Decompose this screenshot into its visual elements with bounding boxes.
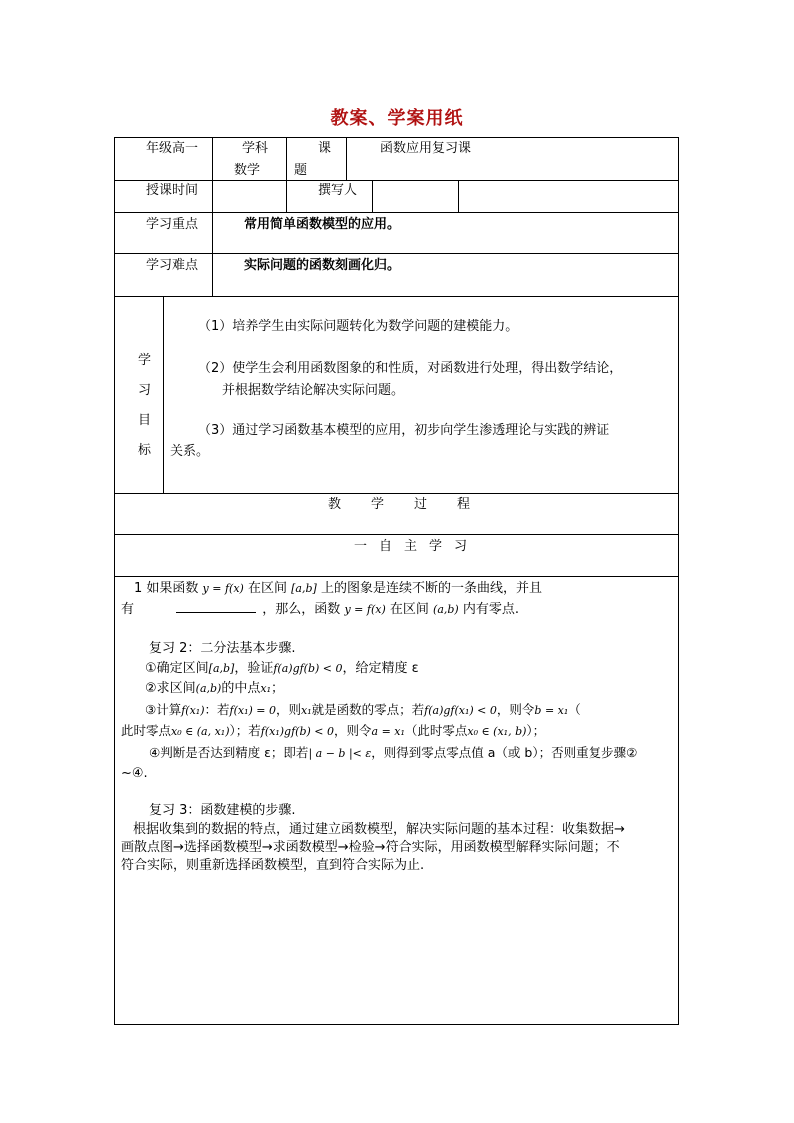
r2-s3-text-g: 此时零点	[121, 723, 172, 738]
r2-s4-text-a: ④判断是否达到精度 ε；即若	[149, 745, 309, 760]
r2-s3-math-6: x₀ ∈ (a, x₁)	[171, 725, 230, 738]
r2-s1-text-a: ①确定区间	[145, 661, 209, 676]
objective-3-line-2: 关系。	[170, 444, 210, 459]
review-3-title: 复习 3：函数建模的步骤.	[149, 803, 296, 818]
review-2-step-4-line-2: ~④.	[121, 766, 148, 781]
topic-value: 函数应用复习课	[380, 141, 472, 156]
author-label: 撰写人	[318, 183, 358, 198]
review-3-line-1: 根据收集到的数据的特点，通过建立函数模型，解决实际问题的基本过程：收集数据→	[133, 822, 625, 837]
objectives-label-char-1: 学	[138, 353, 152, 368]
r2-s3-text-a: ③计算	[145, 702, 182, 717]
objective-1: （1）培养学生由实际问题转化为数学问题的建模能力。	[198, 319, 519, 334]
q1-text-g: 内有零点.	[462, 602, 520, 617]
objective-3-line-1: （3）通过学习函数基本模型的应用，初步向学生渗透理论与实践的辨证	[198, 423, 610, 438]
question-1-line-1	[134, 581, 542, 597]
objective-2-line-1: （2）使学生会利用函数图象的和性质，对函数进行处理，得出数学结论，	[198, 361, 623, 376]
r2-s3-math-4: f(a)gf(x₁) < 0	[424, 704, 497, 717]
review-2-step-4-line-1	[149, 745, 637, 762]
q1-text-f: 在区间	[389, 602, 429, 617]
review-2-step-2	[145, 681, 284, 697]
grade-label: 年级高一	[146, 141, 199, 156]
r2-s3-text-i: ，则令	[334, 723, 372, 738]
r2-s4-math-1: | a − b |< ε	[308, 747, 372, 760]
review-3-line-2: 画散点图→选择函数模型→求函数模型→检验→符合实际，用函数模型解释实际问题；不	[121, 840, 620, 855]
r2-s3-math-7: f(x₁)gf(b) < 0	[260, 725, 334, 738]
q1-text-a: 1 如果函数	[134, 581, 199, 596]
review-3-line-3: 符合实际，则重新选择函数模型，直到符合实际为止.	[121, 858, 425, 873]
objectives-label-char-3: 目	[138, 413, 152, 428]
r2-s3-text-b: ：若	[204, 702, 230, 717]
r2-s2-math-2: x₁	[260, 682, 271, 695]
r2-s2-text-a: ②求区间	[145, 681, 196, 696]
q1-text-e: ，那么，函数	[262, 602, 341, 617]
r2-s3-text-d: 就是函数的零点；若	[311, 702, 425, 717]
r2-s1-math-2: f(a)gf(b) < 0	[273, 662, 343, 675]
section-heading: 一自主学习	[354, 539, 480, 554]
time-label: 授课时间	[146, 183, 199, 198]
q1-math-3: y = f(x)	[344, 603, 386, 616]
r2-s3-math-8: a = x₁	[371, 725, 405, 738]
subject-label: 学科	[242, 141, 269, 156]
r2-s3-math-9: x₀ ∈ (x₁, b)	[467, 725, 527, 738]
objective-2-line-2: 并根据数学结论解决实际问题。	[222, 383, 405, 398]
q1-math-2: [a,b]	[291, 582, 317, 595]
review-2-step-1	[145, 661, 419, 677]
q1-text-b: 在区间	[247, 581, 287, 596]
difficulty-label: 学习难点	[146, 258, 199, 273]
page-title: 教案、学案用纸	[330, 108, 464, 129]
q1-text-d: 有	[121, 602, 135, 617]
r2-s2-text-b: 的中点	[221, 681, 261, 696]
review-2-title: 复习 2：二分法基本步骤.	[149, 641, 296, 656]
r2-s1-text-b: ，验证	[234, 661, 274, 676]
r2-s3-text-j: （此时零点	[404, 723, 468, 738]
objectives-label-char-4: 标	[138, 443, 152, 458]
q1-math-1: y = f(x)	[202, 582, 244, 595]
r2-s3-math-5: b = x₁	[534, 704, 569, 717]
r2-s3-math-1: f(x₁)	[181, 704, 205, 717]
difficulty-text: 实际问题的函数刻画化归。	[244, 258, 401, 273]
review-2-step-3-line-1	[145, 702, 581, 719]
r2-s3-text-k: ）；	[526, 723, 546, 738]
r2-s4-text-b: ，则得到零点零点值 a（或 b）；否则重复步骤②	[371, 745, 638, 760]
q1-text-c: 上的图象是连续不断的一条曲线，并且	[320, 581, 542, 596]
r2-s3-text-h: ）；若	[229, 723, 261, 738]
objectives-label-char-2: 习	[138, 383, 152, 398]
process-heading: 教学过程	[328, 497, 501, 512]
focus-label: 学习重点	[146, 217, 199, 232]
review-2-step-3-line-2	[121, 723, 545, 740]
r2-s3-text-f: （	[568, 702, 581, 717]
subject-value: 数学	[234, 163, 261, 178]
r2-s3-math-3: x₁	[301, 704, 312, 717]
r2-s1-text-c: ，给定精度 ε	[342, 661, 419, 676]
r2-s3-math-2: f(x₁) = 0	[229, 704, 276, 717]
topic-label-2: 题	[294, 163, 308, 178]
r2-s2-math-1: (a,b)	[195, 682, 222, 695]
r2-s1-math-1: [a,b]	[208, 662, 235, 675]
q1-math-4: (a,b)	[433, 603, 459, 616]
question-1-line-2	[121, 602, 519, 618]
topic-label-1: 课	[318, 141, 332, 156]
r2-s2-text-c: ；	[270, 681, 284, 696]
focus-text: 常用简单函数模型的应用。	[244, 217, 401, 232]
r2-s3-text-c: ，则	[276, 702, 302, 717]
r2-s3-text-e: ，则令	[496, 702, 535, 717]
